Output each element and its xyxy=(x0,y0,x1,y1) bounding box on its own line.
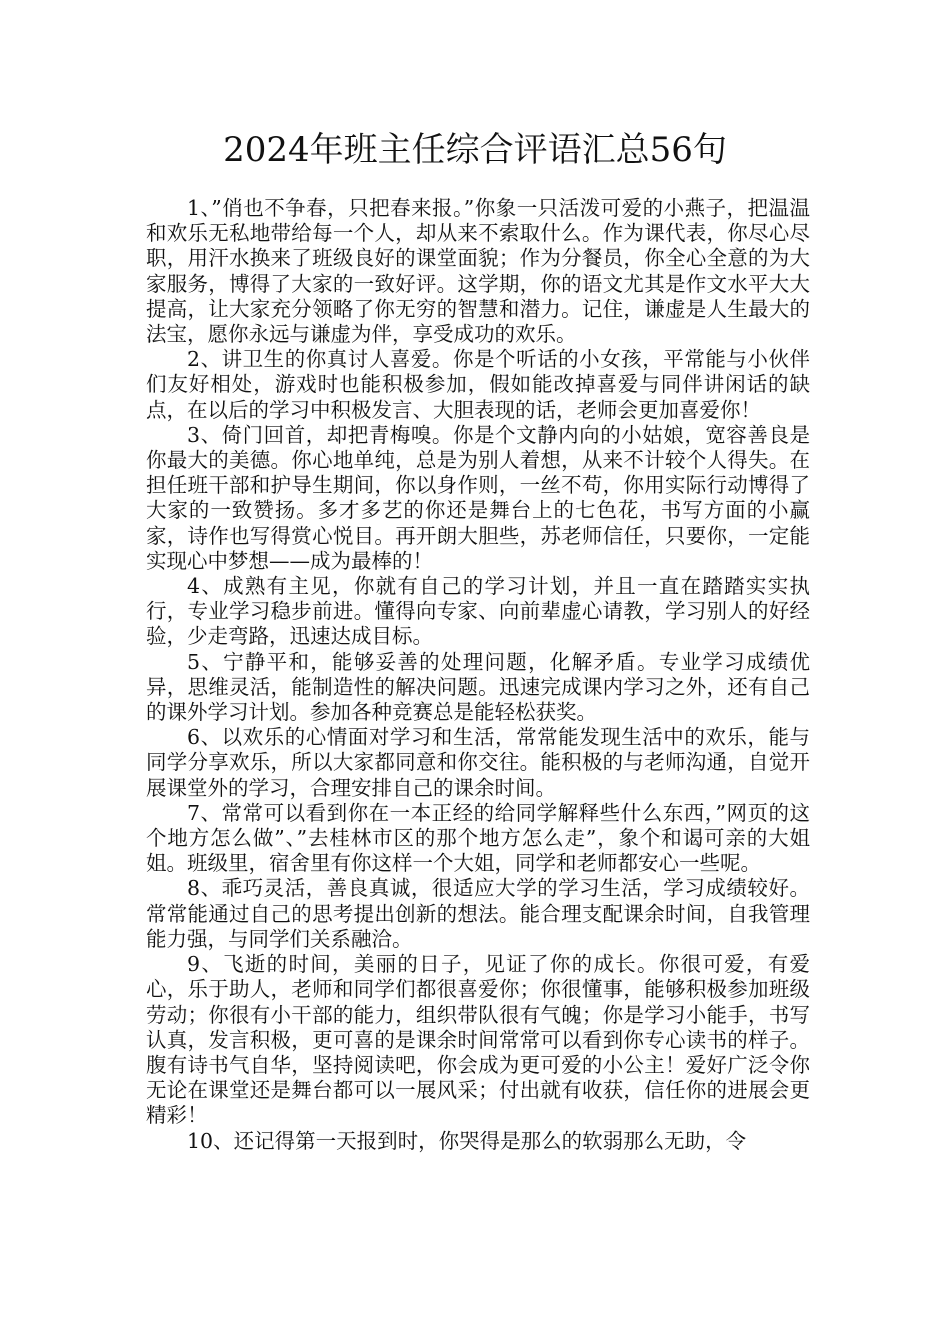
paragraph-5: 5、宁静平和，能够妥善的处理问题，化解矛盾。专业学习成绩优异，思维灵活，能制造性的解决问题。迅速完成课内学习之外，还有自己的课外学习计划。参加各种竞赛总是能轻松获奖。 xyxy=(146,649,810,725)
paragraph-8: 8、乖巧灵活，善良真诚，很适应大学的学习生活，学习成绩较好。常常能通过自己的思考提出创新的想法。能合理支配课余时间，自我管理能力强，与同学们关系融洽。 xyxy=(146,876,810,951)
paragraph-6: 6、以欢乐的心情面对学习和生活，常常能发现生活中的欢乐，能与同学分享欢乐，所以大家都同意和你交往。能积极的与老师沟通，自觉开展课堂外的学习，合理安排自己的课余时间。 xyxy=(146,725,810,800)
paragraph-2: 2、讲卫生的你真讨人喜爱。你是个听话的小女孩，平常能与小伙伴们友好相处，游戏时也能积极参加，假如能改掉喜爱与同伴讲闲话的缺点，在以后的学习中积极发言、大胆表现的话，老师会更加喜爱你！ xyxy=(146,347,810,422)
paragraph-10: 10、还记得第一天报到时，你哭得是那么的软弱那么无助，令 xyxy=(187,1128,747,1153)
document-body xyxy=(146,196,810,1154)
paragraph-7: 7、常常可以看到你在一本正经的给同学解释些什么东西，”网页的这个地方怎么做”、”去桂林市区的那个地方怎么走”，象个和谒可亲的大姐姐。班级里，宿舍里有你这样一个大姐，同学和老师都安心一些呢。 xyxy=(146,800,810,876)
paragraph-1: 1、”俏也不争春，只把春来报。”你象一只活泼可爱的小燕子，把温温和欢乐无私地带给每一个人，却从来不索取什么。作为课代表，你尽心尽职，用汗水换来了班级良好的课堂面貌；作为分餐员，你全心全意的为大家服务，博得了大家的一致好评。这学期，你的语文尤其是作文水平大大提高，让大家充分领略了你无穷的智慧和潜力。记住，谦虚是人生最大的法宝，愿你永远与谦虚为伴，享受成功的欢乐。 xyxy=(146,196,810,347)
paragraph-9: 9、飞逝的时间，美丽的日子，见证了你的成长。你很可爱，有爱心，乐于助人，老师和同学们都很喜爱你；你很懂事，能够积极参加班级劳动；你很有小干部的能力，组织带队很有气魄；你是学习小能手，书写认真，发言积极，更可喜的是课余时间常常可以看到你专心读书的样子。腹有诗书气自华，坚持阅读吧，你会成为更可爱的小公主！爱好广泛令你无论在课堂还是舞台都可以一展风采；付出就有收获，信任你的进展会更精彩！ xyxy=(146,952,810,1128)
paragraph-3: 3、倚门回首，却把青梅嗅。你是个文静内向的小姑娘，宽容善良是你最大的美德。你心地单纯，总是为别人着想，从来不计较个人得失。在担任班干部和护导生期间，你以身作则，一丝不苟，你用实际行动博得了大家的一致赞扬。多才多艺的你还是舞台上的七色花，书写方面的小赢家，诗作也写得赏心悦目。再开朗大胆些，苏老师信任，只要你，一定能实现心中梦想——成为最棒的！ xyxy=(146,422,810,573)
document-title: 2024年班主任综合评语汇总56句 xyxy=(223,130,727,170)
paragraph-4: 4、成熟有主见，你就有自己的学习计划，并且一直在踏踏实实执行，专业学习稳步前进。懂得向专家、向前辈虚心请教，学习别人的好经验，少走弯路，迅速达成目标。 xyxy=(146,574,810,649)
